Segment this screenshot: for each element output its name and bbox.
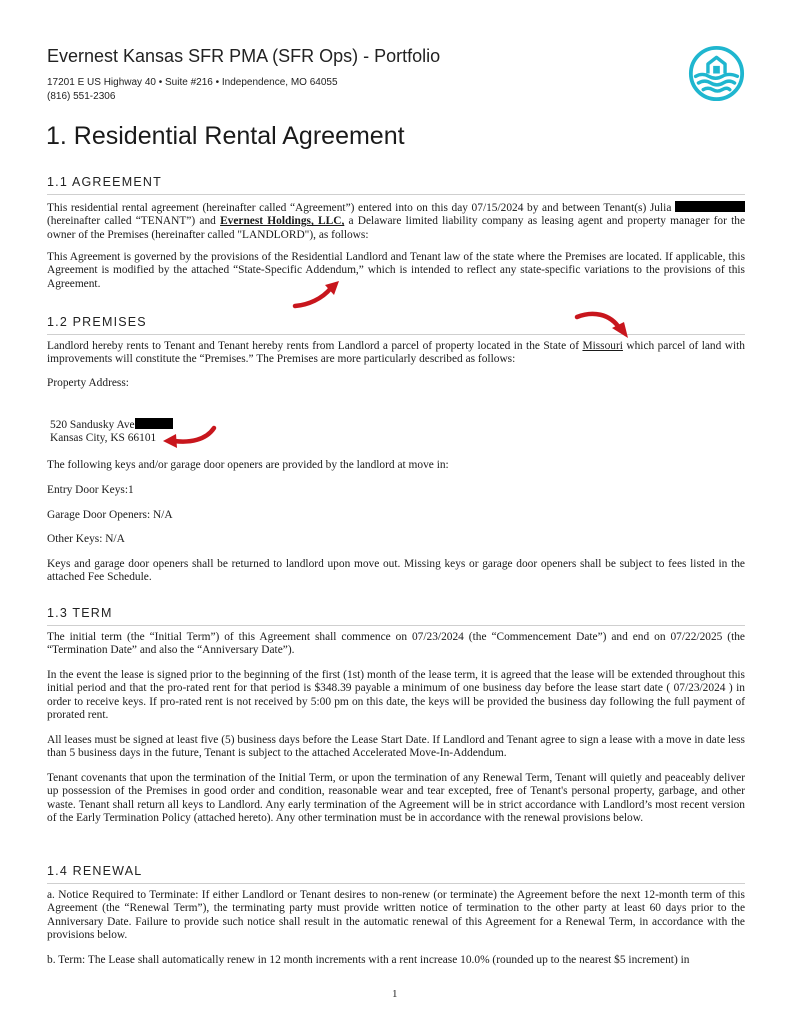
section-heading-premises: 1.2 PREMISES [47,315,745,335]
red-arrow-annotation [160,424,218,450]
company-contact [47,76,338,104]
state-name: Missouri [582,340,623,352]
street-line: 520 Sandusky Ave [50,418,173,432]
keys-intro: The following keys and/or garage door openers are provided by the landlord at move in: [47,459,449,471]
agreement-paragraph-1: This residential rental agreement (hereinafter called “Agreement”) entered into on this day 07/15/2024 by and between Tenant(s) Julia (hereinafter called “TENANT”) and Evernest Holdings, LLC, a Delaware limited liability company as leasing agent and property manager for the owner of the Premises (hereinafter called "LANDLORD"), as follows: [47,202,745,241]
evernest-house-wave-icon [688,45,745,102]
company-phone: (816) 551-2306 [47,91,116,102]
property-address-label: Property Address: [47,377,129,389]
section-heading-renewal: 1.4 RENEWAL [47,864,745,884]
landlord-company-link: Evernest Holdings, LLC, [220,215,345,228]
redaction-box [675,201,745,212]
term-paragraph-4: Tenant covenants that upon the termination of the Initial Term, or upon the termination of any Renewal Term, Tenant will quietly and peaceably deliver up possession of the Premises in good order and condition, reasonable wear and tear excepted, free of Tenant's personal property, garbage, and other waste. Tenant shall return all keys to Landlord. Any early termination of the Agreement will be in strict accordance with Landlord’s most recent version of the Early Termination Policy (attached hereto). Any other termination must be in accordance with the renewal provisions below. [47,772,745,825]
garage-door-openers: Garage Door Openers: N/A [47,509,173,521]
city-line: Kansas City, KS 66101 [50,432,157,445]
renewal-paragraph-a: a. Notice Required to Terminate: If either Landlord or Tenant desires to non-renew (or terminate) the Agreement before the next 12-month term of this Agreement (the “Renewal Term”), the terminating party must provide written notice of termination to the other party at least 60 days prior to the Anniversary Date. Failure to provide such notice shall result in the automatic renewal of this Agreement for a Renewal Term, in accordance with the provisions below. [47,889,745,942]
red-arrow-annotation [574,309,630,341]
agreement-paragraph-2: This Agreement is governed by the provisions of the Residential Landlord and Tenant law of the state where the Premises are located. If applicable, this Agreement is modified by the attached “State-Specific Addendum,” which is intended to reflect any state-specific variations to the provisions of this Agreement. [47,251,745,290]
property-address [50,418,173,446]
section-heading-agreement: 1.1 AGREEMENT [47,175,745,195]
page-number: 1 [392,988,398,1000]
other-keys: Other Keys: N/A [47,533,125,545]
term-paragraph-2: In the event the lease is signed prior to the beginning of the first (1st) month of the lease term, it is agreed that the lease will be extended throughout this initial period and that the pro-rated rent for that period is $348.39 payable a minimum of one business day before the lease start date ( 07/23/2024 ) in order to receive keys. If pro-rated rent is not received by 5:00 pm on this date, the keys will be provided the business day following the full payment of prorated rent. [47,669,745,722]
document-title: 1. Residential Rental Agreement [46,122,405,150]
keys-return-note: Keys and garage door openers shall be returned to landlord upon move out. Missing keys or garage door openers shall be subject to fees listed in the attached Fee Schedule. [47,558,745,584]
section-heading-term: 1.3 TERM [47,606,745,626]
premises-paragraph-1: Landlord hereby rents to Tenant and Tenant hereby rents from Landlord a parcel of property located in the State of Missouri which parcel of land with improvements will constitute the “Premises.” The Premises are more particularly described as follows: [47,340,745,366]
tenant-name: Julia [649,202,672,214]
company-address: 17201 E US Highway 40 • Suite #216 • Independence, MO 64055 [47,77,338,88]
renewal-paragraph-b: b. Term: The Lease shall automatically renew in 12 month increments with a rent increase 10.0% (rounded up to the nearest $5 increment) in [47,954,690,966]
entry-door-keys: Entry Door Keys:1 [47,484,134,496]
red-arrow-annotation [292,279,344,309]
term-paragraph-1: The initial term (the “Initial Term”) of this Agreement shall commence on 07/23/2024 (the “Commencement Date”) and end on 07/22/2025 (the “Termination Date” and also the “Anniversary Date”). [47,631,745,657]
company-name: Evernest Kansas SFR PMA (SFR Ops) - Portfolio [47,46,441,66]
term-paragraph-3: All leases must be signed at least five (5) business days before the Lease Start Date. If Landlord and Tenant agree to sign a lease with a move in date less than 5 business days in the future, Tenant is subject to the attached Accelerated Move-In-Addendum. [47,734,745,760]
